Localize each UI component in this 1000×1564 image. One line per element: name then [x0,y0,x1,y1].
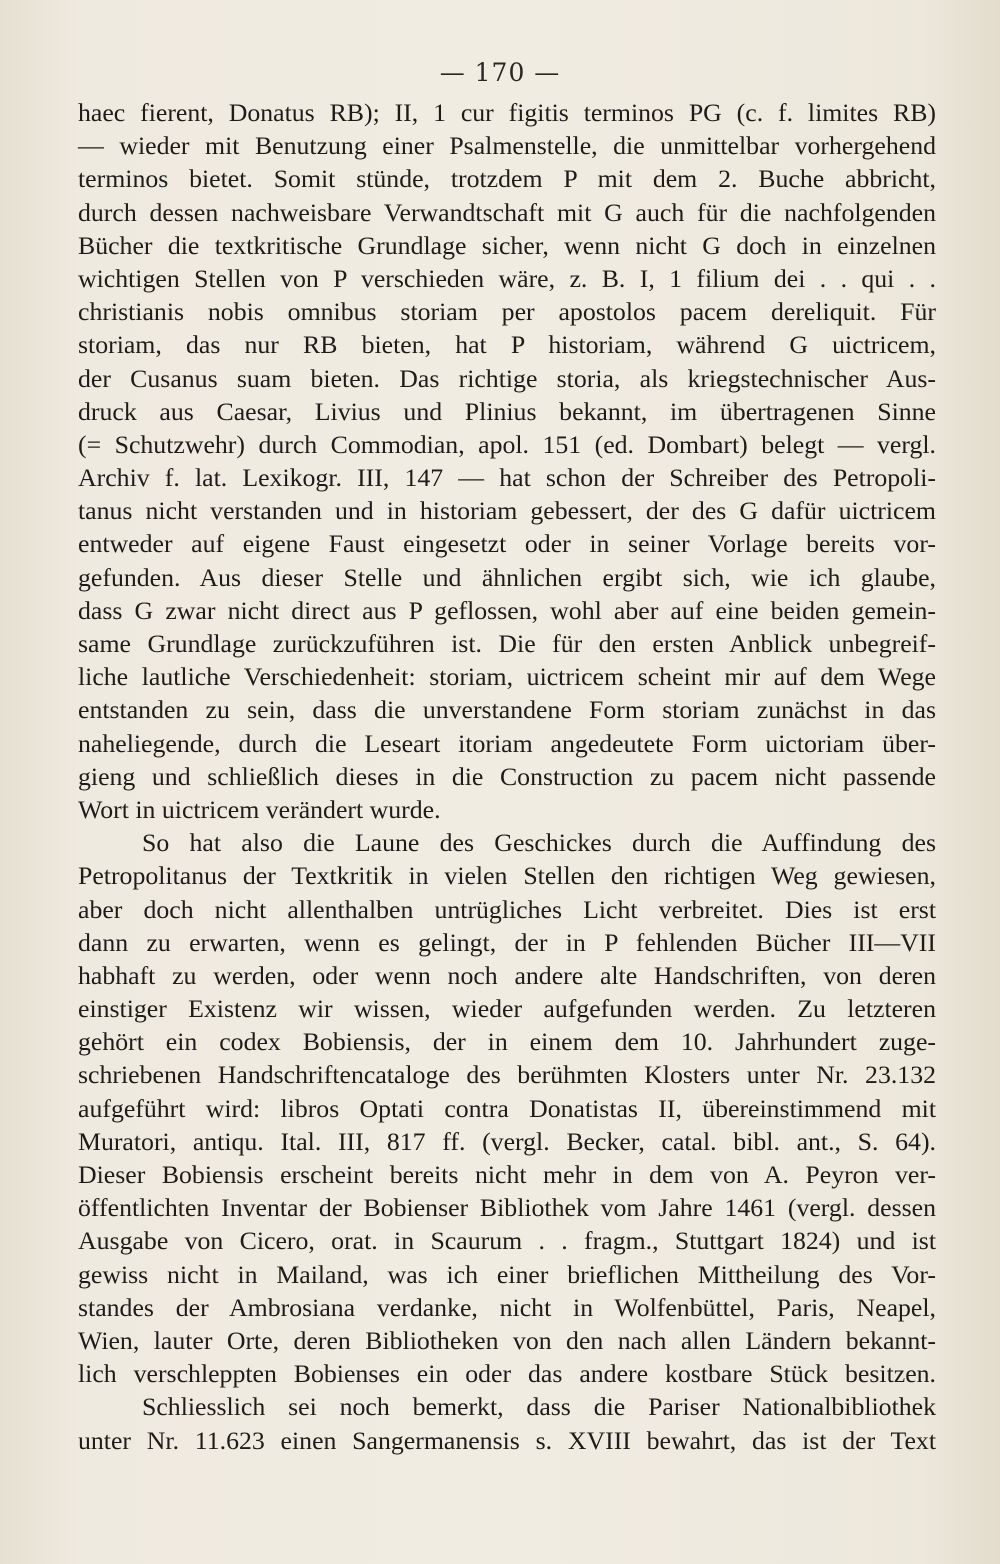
text-line: Schliesslich sei noch bemerkt, dass die Pariser Nationalbibliothek [142,1392,936,1422]
text-line: liche lautliche Verschiedenheit: storiam, uictricem scheint mir auf dem Wege [78,662,936,692]
text-line: Muratori, antiqu. Ital. III, 817 ff. (vergl. Becker, catal. bibl. ant., S. 64). [78,1126,936,1156]
text-line: Ausgabe von Cicero, orat. in Scaurum . . fragm., Stuttgart 1824) und ist [78,1226,936,1256]
text-line: schriebenen Handschriftencataloge des berühmten Klosters unter Nr. 23.132 [78,1060,936,1090]
text-line: christianis nobis omnibus storiam per apostolos pacem dereliquit. Für [78,297,936,327]
text-line: haec fierent, Donatus RB); II, 1 cur figitis terminos PG (c. f. limites RB) [78,98,936,127]
text-line: Petropolitanus der Textkritik in vielen Stellen den richtigen Weg gewiesen, [78,861,936,891]
text-line: aufgeführt wird: libros Optati contra Donatistas II, übereinstimmend mit [78,1093,936,1123]
text-line: der Cusanus suam bieten. Das richtige storia, als kriegstechnischer Aus- [78,363,936,393]
text-line: storiam, das nur RB bieten, hat P historiam, während G uictricem, [78,330,936,360]
text-line: habhaft zu werden, oder wenn noch andere alte Handschriften, von deren [78,960,936,990]
text-line: naheliegende, durch die Leseart itoriam angedeutete Form uictoriam über- [78,728,936,758]
text-line: gefunden. Aus dieser Stelle und ähnlichen ergibt sich, wie ich glaube, [78,562,936,592]
text-line: dass G zwar nicht direct aus P geflossen, wohl aber auf eine beiden gemein- [78,595,936,625]
text-line: lich verschleppten Bobienses ein oder das andere kostbare Stück besitzen. [78,1359,936,1389]
text-line: gewiss nicht in Mailand, was ich einer brieflichen Mittheilung des Vor- [78,1259,936,1289]
text-line: Archiv f. lat. Lexikogr. III, 147 — hat schon der Schreiber des Petropoli- [78,463,936,493]
text-line: tanus nicht verstanden und in historiam gebessert, der des G dafür uictricem [78,496,936,526]
text-line: aber doch nicht allenthalben untrügliches Licht verbreitet. Dies ist erst [78,894,936,924]
text-line: gieng und schließlich dieses in die Construction zu pacem nicht passende [78,761,936,791]
text-line: — wieder mit Benutzung einer Psalmenstelle, die unmittelbar vorhergehend [78,131,936,161]
text-line: durch dessen nachweisbare Verwandtschaft mit G auch für die nachfolgenden [78,197,936,227]
text-line: druck aus Caesar, Livius und Plinius bekannt, im übertragenen Sinne [78,396,936,426]
text-line: (= Schutzwehr) durch Commodian, apol. 151 (ed. Dombart) belegt — vergl. [78,429,936,459]
text-line: Bücher die textkritische Grundlage sicher, wenn nicht G doch in einzelnen [78,230,936,260]
text-line: So hat also die Laune des Geschickes durch die Auffindung des [142,828,936,858]
text-line: standes der Ambrosiana verdanke, nicht in Wolfenbüttel, Paris, Neapel, [78,1292,936,1322]
text-line: wichtigen Stellen von P verschieden wäre, z. B. I, 1 filium dei . . qui . . [78,263,936,293]
text-line: same Grundlage zurückzuführen ist. Die für den ersten Anblick unbegreif- [78,629,936,658]
page-number: — 170 — [439,58,561,87]
text-line: unter Nr. 11.623 einen Sangermanensis s. XVIII bewahrt, das ist der Text [78,1425,936,1455]
text-line: einstiger Existenz wir wissen, wieder aufgefunden werden. Zu letzteren [78,994,936,1024]
body-text [78,96,936,1457]
text-line: gehört ein codex Bobiensis, der in einem dem 10. Jahrhundert zuge- [78,1027,936,1057]
text-line: entstanden zu sein, dass die unverstandene Form storiam zunächst in das [78,695,936,725]
text-line: Wien, lauter Orte, deren Bibliotheken von den nach allen Ländern bekannt- [78,1325,936,1355]
text-line: öffentlichten Inventar der Bobienser Bibliothek vom Jahre 1461 (vergl. dessen [78,1193,936,1223]
text-line: Wort in uictricem verändert wurde. [78,794,441,824]
text-line: entweder auf eigene Faust eingesetzt oder in seiner Vorlage bereits vor- [78,529,936,559]
text-line: terminos bietet. Somit stünde, trotzdem P mit dem 2. Buche abbricht, [78,164,936,194]
text-line: Dieser Bobiensis erscheint bereits nicht mehr in dem von A. Peyron ver- [78,1160,936,1189]
text-line: dann zu erwarten, wenn es gelingt, der in P fehlenden Bücher III—VII [78,927,936,957]
